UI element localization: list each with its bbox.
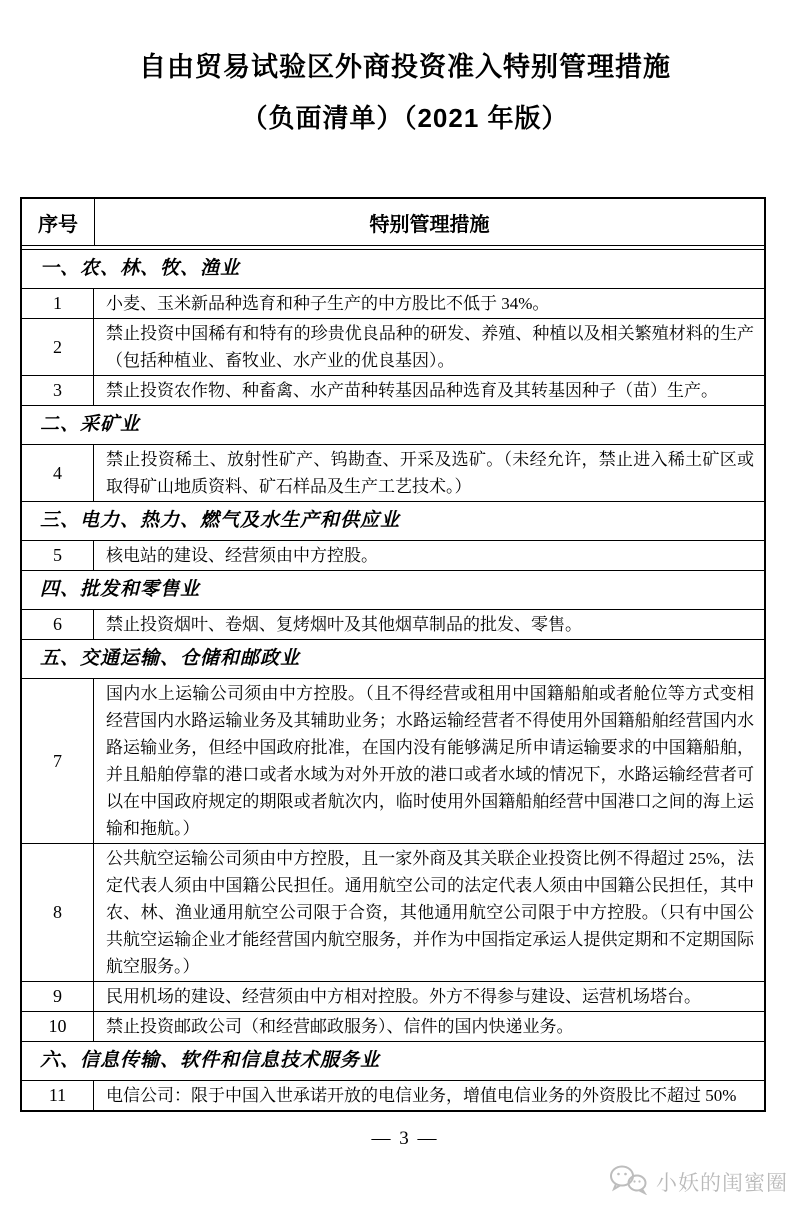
table-row <box>22 1081 764 1110</box>
row-number: 1 <box>22 289 94 318</box>
section-row <box>22 502 764 541</box>
measure-text: 禁止投资稀土、放射性矿产、钨勘查、开采及选矿。（未经允许，禁止进入稀土矿区或取得矿山地质资料、矿石样品及生产工艺技术。） <box>106 450 754 496</box>
row-number: 9 <box>22 982 94 1011</box>
measure-text: 公共航空运输公司须由中方控股，且一家外商及其关联企业投资比例不得超过 25%，法定代表人须由中国籍公民担任。通用航空公司的法定代表人须由中国籍公民担任，其中农、林、渔业通用航空公司限于合资，其他通用航空公司限于中方控股。（只有中国公共航空运输企业才能经营国内航空服务，并作为中国指定承运人提供定期和不定期国际航空服务。） <box>106 849 754 976</box>
measure-text: 民用机场的建设、经营须由中方相对控股。外方不得参与建设、运营机场塔台。 <box>106 987 701 1006</box>
section-label: 二、采矿业 <box>40 414 141 435</box>
row-number: 7 <box>22 679 94 843</box>
row-number: 2 <box>22 319 94 375</box>
table-row <box>22 1012 764 1042</box>
table-row <box>22 445 764 502</box>
section-label: 五、交通运输、仓储和邮政业 <box>40 648 301 669</box>
row-number: 6 <box>22 610 94 639</box>
table-row <box>22 679 764 844</box>
measure-text: 核电站的建设、经营须由中方控股。 <box>106 546 378 565</box>
measure-text: 禁止投资农作物、种畜禽、水产苗种转基因品种选育及其转基因种子（苗）生产。 <box>106 381 718 400</box>
table-row <box>22 541 764 571</box>
section-label: 六、信息传输、软件和信息技术服务业 <box>40 1050 381 1071</box>
table-row <box>22 844 764 982</box>
table-row <box>22 610 764 640</box>
section-label: 三、电力、热力、燃气及水生产和供应业 <box>40 510 401 531</box>
measure-text: 禁止投资邮政公司（和经营邮政服务）、信件的国内快递业务。 <box>106 1017 574 1036</box>
section-row <box>22 406 764 445</box>
row-number: 11 <box>22 1081 94 1110</box>
measure-text: 禁止投资中国稀有和特有的珍贵优良品种的研发、养殖、种植以及相关繁殖材料的生产（包括种植业、畜牧业、水产业的优良基因）。 <box>106 324 754 370</box>
table-row <box>22 319 764 376</box>
row-number: 10 <box>22 1012 94 1041</box>
section-row <box>22 640 764 679</box>
row-number: 4 <box>22 445 94 501</box>
table-row <box>22 982 764 1012</box>
section-row <box>22 250 764 289</box>
measure-text: 电信公司：限于中国入世承诺开放的电信业务，增值电信业务的外资股比不超过 50% <box>106 1086 737 1105</box>
row-number: 5 <box>22 541 94 570</box>
measures-table <box>20 197 766 1112</box>
section-label: 一、农、林、牧、渔业 <box>40 258 241 279</box>
row-number: 8 <box>22 844 94 981</box>
doc-title-line1: 自由贸易试验区外商投资准入特别管理措施 <box>139 52 671 82</box>
wechat-bubbles-icon <box>608 1163 650 1201</box>
row-number: 3 <box>22 376 94 405</box>
section-row <box>22 571 764 610</box>
measure-text: 禁止投资烟叶、卷烟、复烤烟叶及其他烟草制品的批发、零售。 <box>106 615 582 634</box>
measure-text: 小麦、玉米新品种选育和种子生产的中方股比不低于 34%。 <box>106 294 550 313</box>
table-row <box>22 289 764 319</box>
table-body <box>22 250 764 1110</box>
table-header-row <box>22 199 764 246</box>
section-row <box>22 1042 764 1081</box>
measure-text: 国内水上运输公司须由中方控股。（且不得经营或租用中国籍船舶或者舱位等方式变相经营国内水路运输业务及其辅助业务；水路运输经营者不得使用外国籍船舶经营国内水路运输业务，但经中国政府批准，在国内没有能够满足所申请运输要求的中国籍船舶，并且船舶停靠的港口或者水域为对外开放的港口或者水域的情况下，水路运输经营者可以在中国政府规定的期限或者航次内，临时使用外国籍船舶经营中国港口之间的海上运输和拖航。） <box>106 684 754 838</box>
doc-title-line2: （负面清单）（2021 年版） <box>241 103 569 133</box>
doc-title <box>0 52 810 133</box>
table-row <box>22 376 764 406</box>
column-header-measures: 特别管理措施 <box>369 213 490 236</box>
page-number: — 3 — <box>371 1128 439 1149</box>
watermark <box>608 1163 788 1201</box>
watermark-text: 小妖的闺蜜圈 <box>656 1171 788 1195</box>
section-label: 四、批发和零售业 <box>40 579 201 600</box>
column-header-serial: 序号 <box>22 199 95 245</box>
